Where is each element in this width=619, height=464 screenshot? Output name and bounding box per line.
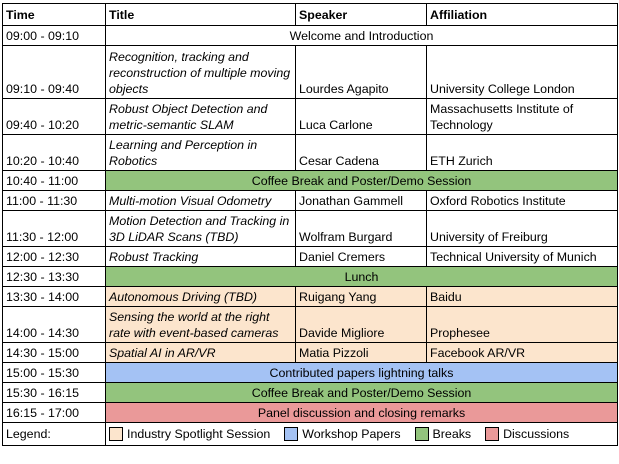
table-row: [3, 171, 618, 191]
table-row: [3, 46, 618, 99]
legend-row: [3, 423, 618, 446]
session-cell: Welcome and Introduction: [106, 26, 618, 46]
legend-item-label: Discussions: [503, 427, 570, 441]
break-cell: Lunch: [106, 267, 618, 287]
table-row: [3, 211, 618, 247]
table-row: [3, 363, 618, 383]
talk-title: Robust Tracking: [106, 247, 296, 267]
table-row: [3, 307, 618, 343]
talk-title: Spatial AI in AR/VR: [106, 343, 296, 363]
affiliation-cell: Facebook AR/VR: [427, 343, 618, 363]
legend-item-label: Workshop Papers: [302, 427, 401, 441]
talk-title: Learning and Perception in Robotics: [106, 135, 296, 171]
legend-item-breaks: [415, 426, 472, 442]
talk-title: Sensing the world at the right rate with event-based cameras: [106, 307, 296, 343]
schedule-container: [2, 3, 618, 446]
speaker-cell: Matia Pizzoli: [296, 343, 427, 363]
time-cell: 13:30 - 14:00: [3, 287, 106, 307]
affiliation-cell: Baidu: [427, 287, 618, 307]
table-row: [3, 267, 618, 287]
speaker-cell: Ruigang Yang: [296, 287, 427, 307]
industry-swatch: [109, 427, 123, 441]
talk-title: Recognition, tracking and reconstruction of multiple moving objects: [106, 46, 296, 99]
speaker-cell: Davide Migliore: [296, 307, 427, 343]
time-cell: 10:20 - 10:40: [3, 135, 106, 171]
affiliation-cell: University College London: [427, 46, 618, 99]
legend-item-label: Industry Spotlight Session: [127, 427, 271, 441]
speaker-cell: Lourdes Agapito: [296, 46, 427, 99]
discussions-swatch: [485, 427, 499, 441]
time-cell: 14:30 - 15:00: [3, 343, 106, 363]
talk-title: Multi-motion Visual Odometry: [106, 191, 296, 211]
time-cell: 10:40 - 11:00: [3, 171, 106, 191]
affiliation-cell: Massachusetts Institute of Technology: [427, 99, 618, 135]
break-cell: Coffee Break and Poster/Demo Session: [106, 383, 618, 403]
affiliation-cell: University of Freiburg: [427, 211, 618, 247]
speaker-cell: Daniel Cremers: [296, 247, 427, 267]
workshop-swatch: [284, 427, 298, 441]
legend: [106, 423, 618, 446]
time-cell: 11:00 - 11:30: [3, 191, 106, 211]
table-row: [3, 26, 618, 46]
time-cell: 16:15 - 17:00: [3, 403, 106, 423]
time-cell: 09:40 - 10:20: [3, 99, 106, 135]
header-title: Title: [106, 4, 296, 26]
table-row: [3, 287, 618, 307]
table-row: [3, 247, 618, 267]
affiliation-cell: Prophesee: [427, 307, 618, 343]
discussion-cell: Panel discussion and closing remarks: [106, 403, 618, 423]
time-cell: 11:30 - 12:00: [3, 211, 106, 247]
time-cell: 12:00 - 12:30: [3, 247, 106, 267]
table-row: [3, 99, 618, 135]
legend-item-workshop: [284, 426, 400, 442]
header-row: [3, 4, 618, 26]
papers-cell: Contributed papers lightning talks: [106, 363, 618, 383]
affiliation-cell: Technical University of Munich: [427, 247, 618, 267]
talk-title: Motion Detection and Tracking in 3D LiDAR Scans (TBD): [106, 211, 296, 247]
schedule-table: [2, 3, 618, 446]
header-speaker: Speaker: [296, 4, 427, 26]
talk-title: Autonomous Driving (TBD): [106, 287, 296, 307]
time-cell: 14:00 - 14:30: [3, 307, 106, 343]
time-cell: 09:10 - 09:40: [3, 46, 106, 99]
speaker-cell: Cesar Cadena: [296, 135, 427, 171]
table-row: [3, 383, 618, 403]
legend-item-label: Breaks: [432, 427, 472, 441]
header-time: Time: [3, 4, 106, 26]
time-cell: 15:00 - 15:30: [3, 363, 106, 383]
table-row: [3, 135, 618, 171]
affiliation-cell: Oxford Robotics Institute: [427, 191, 618, 211]
time-cell: 09:00 - 09:10: [3, 26, 106, 46]
legend-item-industry: [109, 426, 270, 442]
talk-title: Robust Object Detection and metric-semantic SLAM: [106, 99, 296, 135]
speaker-cell: Wolfram Burgard: [296, 211, 427, 247]
time-cell: 15:30 - 16:15: [3, 383, 106, 403]
table-row: [3, 191, 618, 211]
speaker-cell: Jonathan Gammell: [296, 191, 427, 211]
speaker-cell: Luca Carlone: [296, 99, 427, 135]
header-affiliation: Affiliation: [427, 4, 618, 26]
breaks-swatch: [415, 427, 429, 441]
legend-item-discussions: [485, 426, 569, 442]
time-cell: 12:30 - 13:30: [3, 267, 106, 287]
table-row: [3, 403, 618, 423]
affiliation-cell: ETH Zurich: [427, 135, 618, 171]
break-cell: Coffee Break and Poster/Demo Session: [106, 171, 618, 191]
legend-label: Legend:: [3, 423, 106, 446]
table-row: [3, 343, 618, 363]
